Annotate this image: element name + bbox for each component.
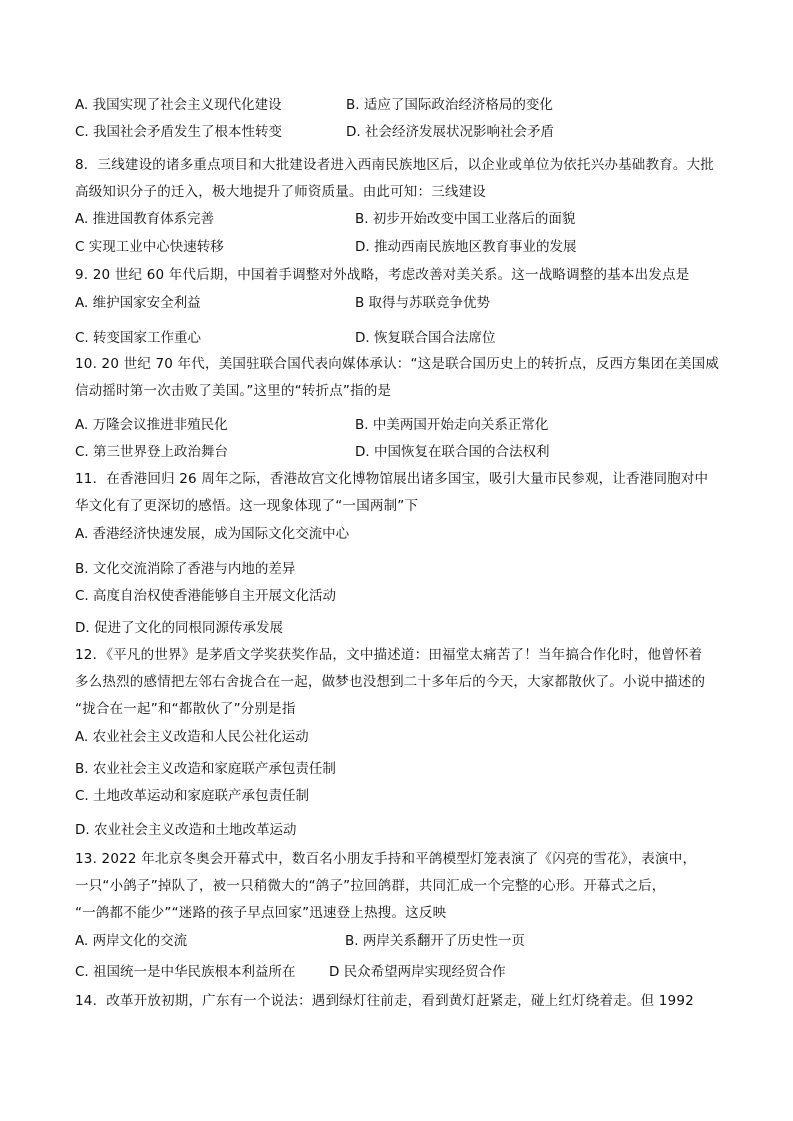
q11-option-d: D. 促进了文化的同根同源传承发展: [75, 620, 283, 636]
q11-option-a: A. 香港经济快速发展，成为国际文化交流中心: [75, 526, 350, 542]
q10-option-d: D. 中国恢复在联合国的合法权利: [355, 444, 550, 460]
q9-option-c: C. 转变国家工作重心: [75, 330, 202, 346]
q10-option-c: C. 第三世界登上政治舞台: [75, 444, 229, 460]
q9-stem-line1: 9. 20 世纪 60 年代后期，中国着手调整对外战略，考虑改善对美关系。这一战略调整的基本出发点是: [75, 267, 690, 283]
q12-option-c: C. 土地改革运动和家庭联产承包责任制: [75, 788, 310, 804]
q12-stem-line3: “拢合在一起”和“都散伙了”分别是指: [75, 701, 296, 717]
q9-option-a: A. 维护国家安全利益: [75, 295, 201, 311]
q11-option-b: B. 文化交流消除了香港与内地的差异: [75, 561, 296, 577]
q13-option-c: C. 祖国统一是中华民族根本利益所在: [75, 964, 296, 980]
q8-stem-line2: 高级知识分子的迁入，极大地提升了师资质量。由此可知：三线建设: [75, 184, 486, 200]
q12-option-a: A. 农业社会主义改造和人民公社化运动: [75, 729, 309, 745]
q13-option-d: D 民众希望两岸实现经贸合作: [329, 964, 506, 980]
q10-option-b: B. 中美两国开始走向关系正常化: [355, 417, 549, 433]
q7-option-a: A. 我国实现了社会主义现代化建设: [75, 97, 282, 113]
q13-stem-line2: 一只“小鸽子”掉队了，被一只稍微大的“鸽子”拉回鸽群，共同汇成一个完整的心形。开幕式之后，: [75, 878, 666, 894]
q12-stem-line1: 12．《平凡的世界》是茅盾文学奖获奖作品，文中描述道：田福堂太痛苦了！当年搞合作化时，他曾怀着: [75, 647, 703, 663]
q7-option-c: C. 我国社会矛盾发生了根本性转变: [75, 124, 283, 140]
q8-option-a: A. 推进国教育体系完善: [75, 211, 215, 227]
q7-option-d: D. 社会经济发展状况影响社会矛盾: [346, 124, 554, 140]
q13-stem-line1: 13. 2022 年北京冬奥会开幕式中，数百名小朋友手持和平鸽模型灯笼表演了《闪亮的雪花》，表演中，: [75, 851, 697, 867]
q11-stem-line2: 华文化有了更深切的感悟。这一现象体现了“一国两制”下: [75, 498, 419, 514]
q11-option-c: C. 高度自治权使香港能够自主开展文化活动: [75, 588, 337, 604]
q10-option-a: A. 万隆会议推进非殖民化: [75, 417, 228, 433]
q13-option-a: A. 两岸文化的交流: [75, 933, 188, 949]
q8-option-d: D. 推动西南民族地区教育事业的发展: [355, 239, 577, 255]
q9-option-b: B 取得与苏联竞争优势: [355, 295, 491, 311]
q8-option-c: C 实现工业中心快速转移: [75, 239, 224, 255]
q10-stem-line1: 10. 20 世纪 70 年代，美国驻联合国代表向媒体承认：“这是联合国历史上的转折点，反西方集团在美国威: [75, 356, 720, 372]
q9-option-d: D. 恢复联合国合法席位: [355, 330, 496, 346]
q14-stem-line1: 14．改革开放初期，广东有一个说法：遇到绿灯往前走，看到黄灯赶紧走，碰上红灯绕着走。但 1992: [75, 993, 694, 1009]
q12-option-d: D. 农业社会主义改造和土地改革运动: [75, 822, 297, 838]
q12-option-b: B. 农业社会主义改造和家庭联产承包责任制: [75, 761, 336, 777]
q13-stem-line3: “一鸽都不能少”“迷路的孩子早点回家”迅速登上热搜。这反映: [75, 905, 447, 921]
q12-stem-line2: 多么热烈的感情把左邻右舍拢合在一起，做梦也没想到二十多年后的今天，大家都散伙了。小说中描述的: [75, 674, 706, 690]
q8-stem-line1: 8．三线建设的诸多重点项目和大批建设者进入西南民族地区后，以企业或单位为依托兴办基础教育。大批: [75, 157, 714, 173]
q11-stem-line1: 11．在香港回归 26 周年之际，香港故宫文化博物馆展出诸多国宝，吸引大量市民参观，让香港同胞对中: [75, 471, 709, 487]
q8-option-b: B. 初步开始改变中国工业落后的面貌: [355, 211, 576, 227]
q10-stem-line2: 信动摇时第一次击败了美国。”这里的“转折点”指的是: [75, 383, 392, 399]
q7-option-b: B. 适应了国际政治经济格局的变化: [346, 97, 553, 113]
q13-option-b: B. 两岸关系翻开了历史性一页: [345, 933, 525, 949]
